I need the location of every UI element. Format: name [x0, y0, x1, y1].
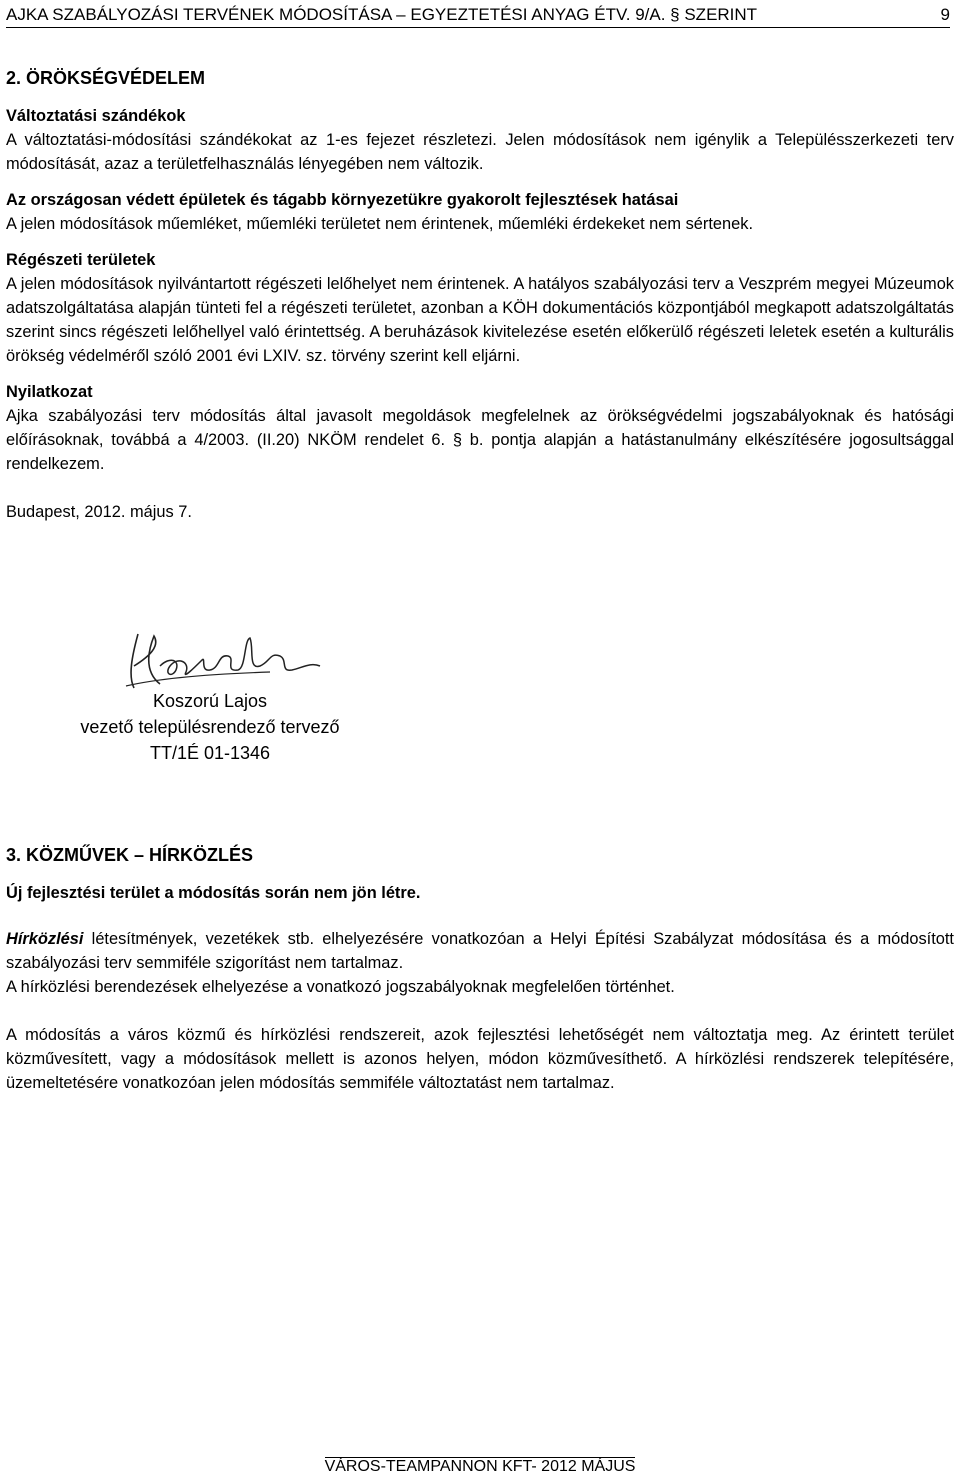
block-text: A jelen módosítások nyilvántartott régészeti lelőhelyet nem érintenek. A hatályos szabályozási terv a Veszprém megyei Múzeumok adatszolgáltatása alapján tünteti fel a régészeti területet, azonban a KÖH dokumentációs központjából megkapott adatszolgáltatás szerint sincs régészeti lelőhellyel való érintettség. A beruházások kivitelezése esetén előkerülő régészeti leletek esetén a kulturális örökség védelméről szóló 2001 évi LXIV. sz. törvény szerint kell eljárni.	[6, 275, 954, 365]
page-footer	[0, 1458, 960, 1476]
block-heading: Az országosan védett épületek és tágabb környezetükre gyakorolt fejlesztések hatásai	[6, 191, 679, 209]
signer-id: TT/1É 01-1346	[149, 743, 271, 763]
handwritten-signature	[120, 626, 340, 696]
block-heading: Nyilatkozat	[6, 383, 93, 401]
block-text: A jelen módosítások műemléket, műemléki területet nem érintenek, műemléki érdekeket nem sértenek.	[6, 215, 754, 233]
page-header	[6, 4, 950, 28]
section-3-para-2: A hírközlési berendezések elhelyezése a vonatkozó jogszabályoknak megfelelően történhet.	[6, 978, 675, 996]
block-heading: Régészeti területek	[6, 251, 156, 269]
section-2-title: 2. ÖRÖKSÉGVÉDELEM	[6, 68, 206, 88]
signature-text	[60, 688, 360, 766]
italic-term: Hírközlési	[6, 930, 84, 948]
signer-name: Koszorú Lajos	[152, 691, 268, 711]
signer-role: vezető településrendező tervező	[80, 717, 340, 737]
header-title: AJKA SZABÁLYOZÁSI TERVÉNEK MÓDOSÍTÁSA – EGYEZTETÉSI ANYAG ÉTV. 9/A. § SZERINT	[6, 5, 758, 24]
section-3	[6, 843, 954, 1095]
page-number: 9	[940, 5, 950, 24]
signature-block	[60, 626, 360, 766]
section-3-para-1	[6, 927, 954, 975]
section-3-subtitle: Új fejlesztési terület a módosítás során nem jön létre.	[6, 884, 421, 902]
footer-text: VÁROS-TEAMPANNON KFT- 2012 MÁJUS	[324, 1458, 636, 1475]
block-text: A változtatási-módosítási szándékokat az 1-es fejezet részletezi. Jelen módosítások nem igénylik a Településszerkezeti terv módosítását, azaz a területfelhasználás lényegében nem változik.	[6, 131, 954, 173]
block-heading: Változtatási szándékok	[6, 107, 186, 125]
section-3-para-3: A módosítás a város közmű és hírközlési rendszereit, azok fejlesztési lehetőségét nem változtatja meg. Az érintett terület közművesített, vagy a módosítások mellett is azonos helyen, módon közművesíthető. A hírközlési rendszerek telepítésére, üzemeltetésére vonatkozóan jelen módosítás semmiféle változtatást nem tartalmaz.	[6, 1026, 954, 1092]
block-text: Ajka szabályozási terv módosítás által javasolt megoldások megfelelnek az örökségvédelmi jogszabályoknak és hatósági előírásoknak, továbbá a 4/2003. (II.20) NKÖM rendelet 6. § b. pontja alapján a hatástanulmány elkészítésére jogosultsággal rendelkezem.	[6, 407, 954, 473]
section-3-title: 3. KÖZMŰVEK – HÍRKÖZLÉS	[6, 845, 254, 865]
para-1-rest: létesítmények, vezetékek stb. elhelyezésére vonatkozóan a Helyi Építési Szabályzat módosítása és a módosított szabályozási terv semmiféle szigorítást nem tartalmaz.	[6, 930, 954, 972]
section-2	[6, 66, 954, 524]
place-date: Budapest, 2012. május 7.	[6, 503, 192, 521]
